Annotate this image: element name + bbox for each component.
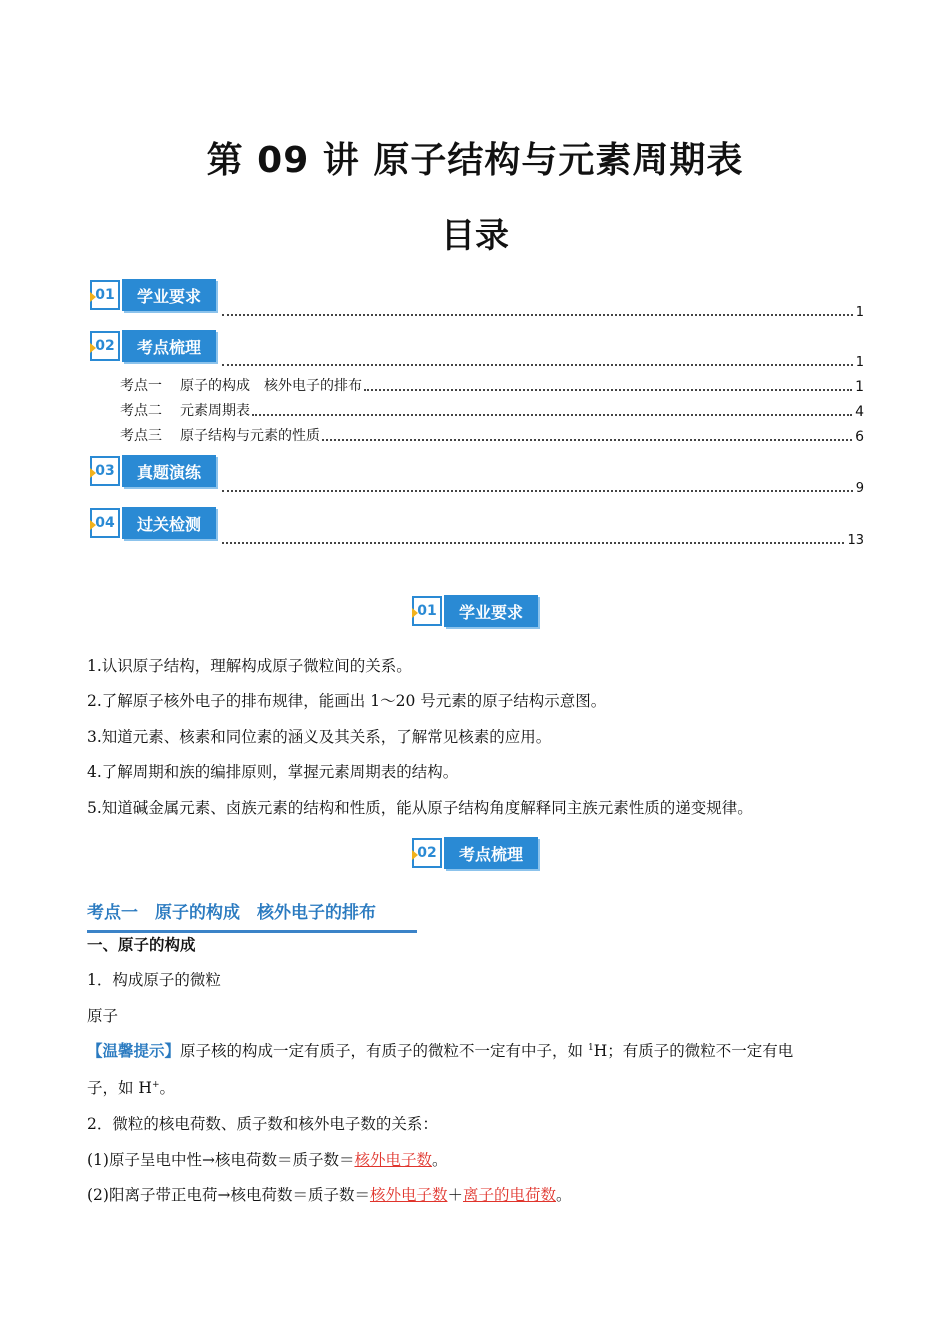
superscript: 1 xyxy=(587,1042,594,1053)
heading-underline xyxy=(87,930,417,933)
leader-dots xyxy=(222,542,844,544)
relation-text: (1)原子呈电中性→核电荷数＝质子数＝ xyxy=(87,1151,355,1169)
relation-text: 。 xyxy=(431,1151,448,1169)
leader-dots xyxy=(222,314,853,316)
list-item: 2．微粒的核电荷数、质子数和核外电子数的关系： xyxy=(87,1115,438,1133)
leader-dots xyxy=(322,439,852,441)
answer-text: 核外电子数 xyxy=(369,1186,448,1204)
toc-page-number: 1 xyxy=(855,305,864,320)
tip-label: 【温馨提示】 xyxy=(87,1042,181,1060)
superscript: + xyxy=(151,1079,160,1090)
badge-number: 04 xyxy=(90,508,120,538)
toc-page-number: 4 xyxy=(855,404,864,420)
toc-line-01[interactable] xyxy=(222,302,864,320)
tip-text: 子，如 H xyxy=(87,1079,152,1097)
badge-label: 过关检测 xyxy=(122,507,216,539)
relation-line-2 xyxy=(87,1184,867,1206)
toc-page-number: 13 xyxy=(847,533,864,548)
toc-badge-02[interactable] xyxy=(90,329,216,363)
toc-page-number: 6 xyxy=(855,429,864,445)
badge-number: 02 xyxy=(90,331,120,361)
toc-sub-text: 原子的构成 核外电子的排布 xyxy=(180,378,362,394)
toc-title: 目录 xyxy=(441,216,509,256)
leader-dots xyxy=(364,389,852,391)
toc-sub-text: 元素周期表 xyxy=(180,403,250,419)
relation-text: (2)阳离子带正电荷→核电荷数＝质子数＝ xyxy=(87,1186,370,1204)
leader-dots xyxy=(222,364,853,366)
toc-line-03[interactable] xyxy=(222,478,864,496)
answer-text: 离子的电荷数 xyxy=(462,1186,556,1204)
badge-number: 01 xyxy=(412,596,442,626)
leader-dots xyxy=(222,490,853,492)
toc-subitem-1[interactable] xyxy=(120,375,864,395)
toc-sub-key: 考点一 xyxy=(120,378,162,394)
tip-line-1 xyxy=(87,1040,867,1062)
requirement-item: 1.认识原子结构，理解构成原子微粒间的关系。 xyxy=(87,657,412,675)
toc-badge-01[interactable] xyxy=(90,278,216,312)
toc-badge-04[interactable] xyxy=(90,506,216,540)
requirement-item: 5.知道碱金属元素、卤族元素的结构和性质，能从原子结构角度解释同主族元素性质的递变规律。 xyxy=(87,799,753,817)
toc-sub-key: 考点三 xyxy=(120,428,162,444)
section-heading: 一、原子的构成 xyxy=(87,936,196,954)
badge-label: 真题演练 xyxy=(122,455,216,487)
badge-number: 02 xyxy=(412,838,442,868)
toc-sub-key: 考点二 xyxy=(120,403,162,419)
section-badge-review xyxy=(412,836,538,870)
requirement-item: 4.了解周期和族的编排原则，掌握元素周期表的结构。 xyxy=(87,763,459,781)
list-item: 1．构成原子的微粒 xyxy=(87,971,221,989)
answer-plus: ＋ xyxy=(447,1186,463,1204)
badge-label: 考点梳理 xyxy=(444,837,538,869)
toc-subitem-3[interactable] xyxy=(120,425,864,445)
toc-sub-text: 原子结构与元素的性质 xyxy=(180,428,320,444)
toc-page-number: 9 xyxy=(855,481,864,496)
toc-line-04[interactable] xyxy=(222,530,864,548)
answer-text: 核外电子数 xyxy=(354,1151,432,1169)
badge-number: 03 xyxy=(90,456,120,486)
toc-badge-03[interactable] xyxy=(90,454,216,488)
badge-number: 01 xyxy=(90,280,120,310)
page-title: 第 09 讲 原子结构与元素周期表 xyxy=(206,140,744,181)
relation-line-1 xyxy=(87,1149,867,1171)
toc-page-number: 1 xyxy=(855,355,864,370)
badge-label: 考点梳理 xyxy=(122,330,216,362)
requirement-item: 3.知道元素、核素和同位素的涵义及其关系，了解常见核素的应用。 xyxy=(87,728,552,746)
tip-text: H；有质子的微粒不一定有电 xyxy=(593,1042,794,1060)
requirement-item: 2.了解原子核外电子的排布规律，能画出 1～20 号元素的原子结构示意图。 xyxy=(87,692,607,710)
badge-label: 学业要求 xyxy=(122,279,216,311)
relation-text: 。 xyxy=(556,1186,572,1204)
leader-dots xyxy=(252,414,852,416)
tip-text: 。 xyxy=(159,1079,176,1097)
toc-line-02[interactable] xyxy=(222,352,864,370)
tip-text: 原子核的构成一定有质子，有质子的微粒不一定有中子，如 xyxy=(180,1042,588,1060)
kaodian-heading: 考点一 原子的构成 核外电子的排布 xyxy=(87,903,376,923)
tip-line-2 xyxy=(87,1077,867,1099)
section-badge-requirements xyxy=(412,594,538,628)
body-text: 原子 xyxy=(87,1007,119,1025)
toc-page-number: 1 xyxy=(855,379,864,395)
toc-subitem-2[interactable] xyxy=(120,400,864,420)
badge-label: 学业要求 xyxy=(444,595,538,627)
